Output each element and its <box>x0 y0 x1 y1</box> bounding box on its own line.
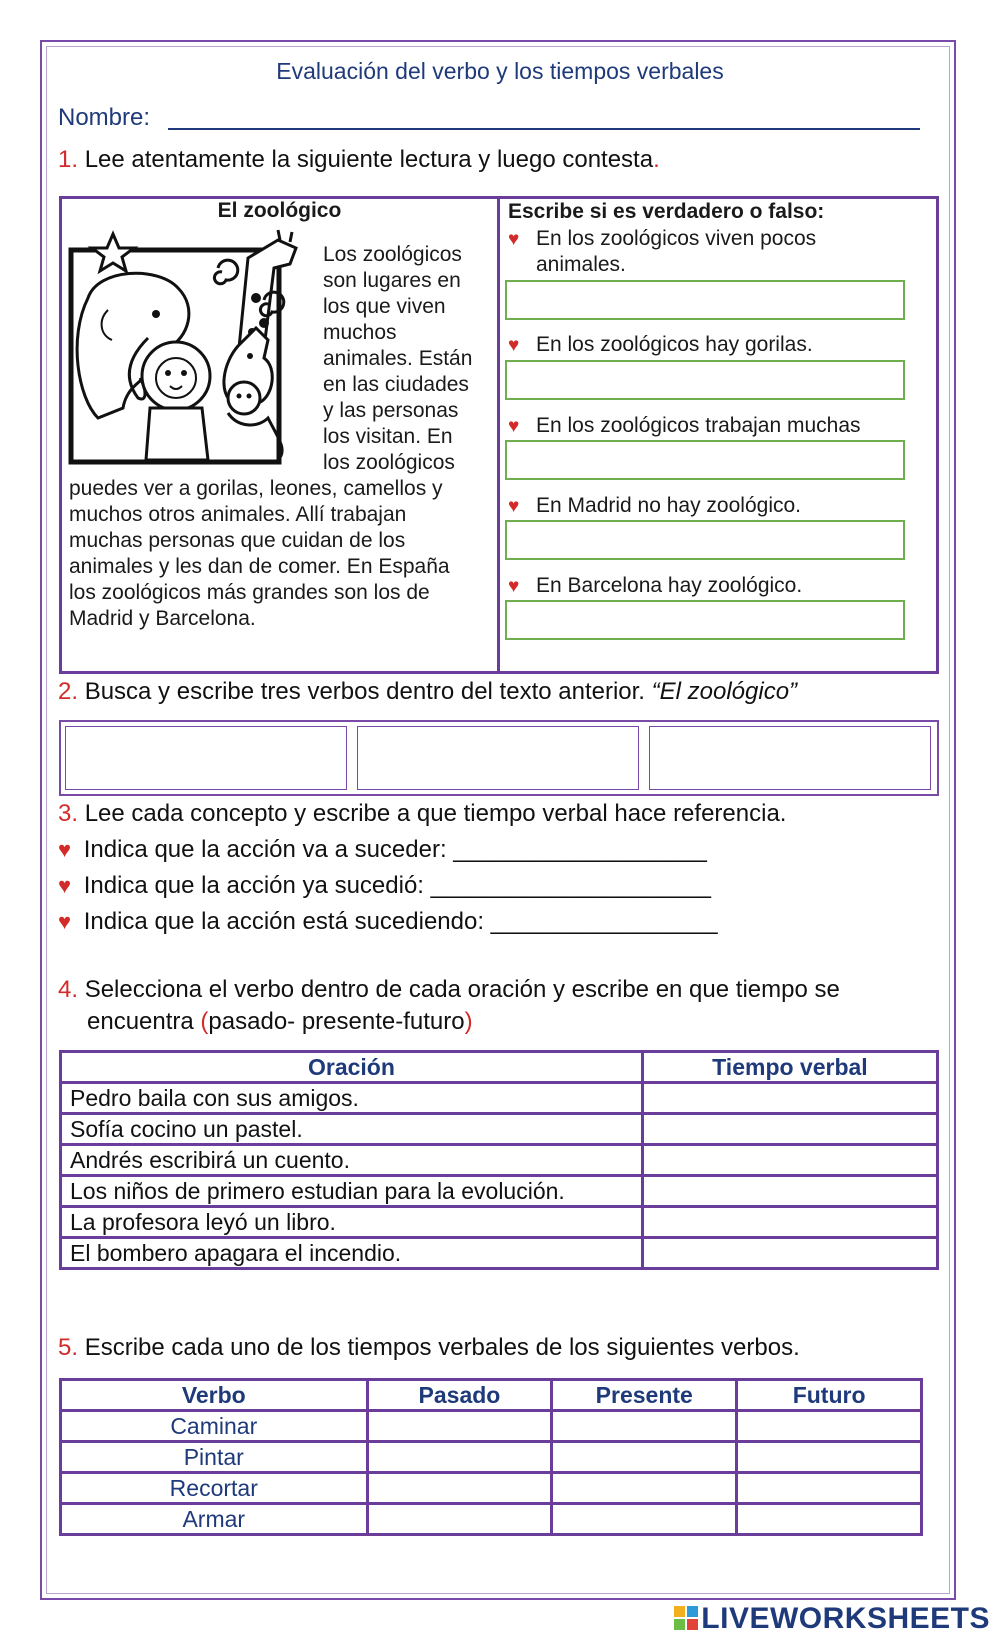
heart-bullet-icon: ♥ <box>508 416 520 437</box>
heart-bullet-icon: ♥ <box>508 576 520 597</box>
tense-answer-cell[interactable] <box>642 1083 937 1114</box>
true-false-title: Escribe si es verdadero o falso: <box>508 200 825 223</box>
tf-answer-input[interactable] <box>505 520 905 560</box>
sentence-cell: Andrés escribirá un cuento. <box>61 1145 643 1176</box>
verbs-table <box>59 1378 923 1536</box>
sentence-cell: Los niños de primero estudian para la evolución. <box>61 1176 643 1207</box>
future-answer-cell[interactable] <box>737 1473 922 1504</box>
question-1: 1. Lee atentamente la siguiente lectura y luego contesta. <box>58 146 660 173</box>
heart-bullet-icon: ♥ <box>58 837 72 862</box>
heart-bullet-icon: ♥ <box>508 335 520 356</box>
question-text: Escribe cada uno de los tiempos verbales de los siguientes verbos. <box>84 1334 800 1361</box>
verb-cell: Armar <box>61 1504 368 1535</box>
sentence-cell: El bombero apagara el incendio. <box>61 1238 643 1269</box>
liveworksheets-cube-icon <box>673 1605 699 1631</box>
table-row <box>61 1442 922 1473</box>
brand-name: LIVEWORKSHEETS <box>701 1602 990 1635</box>
heart-bullet-icon: ♥ <box>508 229 520 250</box>
future-answer-cell[interactable] <box>737 1442 922 1473</box>
verb-cell: Caminar <box>61 1411 368 1442</box>
tf-answer-input[interactable] <box>505 360 905 400</box>
present-answer-cell[interactable] <box>552 1411 737 1442</box>
past-answer-cell[interactable] <box>367 1411 552 1442</box>
worksheet-title: Evaluación del verbo y los tiempos verbales <box>276 58 724 84</box>
present-answer-cell[interactable] <box>552 1473 737 1504</box>
verb-answer-input-2[interactable] <box>357 726 639 790</box>
question-number: 3. <box>58 800 79 827</box>
future-answer-cell[interactable] <box>737 1411 922 1442</box>
question-number: 2. <box>58 678 79 705</box>
question-text: Busca y escribe tres verbos dentro del texto anterior. <box>84 678 645 705</box>
tf-answer-input[interactable] <box>505 280 905 320</box>
table-row <box>61 1473 922 1504</box>
liveworksheets-logo <box>673 1602 990 1636</box>
question-5 <box>58 1334 800 1362</box>
column-header: Presente <box>552 1380 737 1411</box>
concept-item: ♥ Indica que la acción está sucediendo: _________________ <box>58 908 718 935</box>
sentences-table <box>59 1050 939 1270</box>
heart-bullet-icon: ♥ <box>508 496 520 517</box>
column-header: Oración <box>61 1052 643 1083</box>
reading-text-wide: puedes ver a gorilas, leones, camellos y muchos otros animales. Allí trabajan muchas personas que cuidan de los animales y les dan de comer. En España los zoológicos más grandes son los de Madrid y Barcelona. <box>69 477 450 630</box>
name-label: Nombre: <box>58 104 151 131</box>
tf-answer-input[interactable] <box>505 440 905 480</box>
column-header: Pasado <box>367 1380 552 1411</box>
question-4-line2: encuentra (pasado- presente-futuro) <box>87 1008 473 1035</box>
present-answer-cell[interactable] <box>552 1442 737 1473</box>
verb-answer-input-1[interactable] <box>65 726 347 790</box>
concept-item: ♥ Indica que la acción ya sucedió: _____________________ <box>58 872 711 899</box>
question-2 <box>58 678 797 706</box>
past-answer-cell[interactable] <box>367 1442 552 1473</box>
question-text: Lee atentamente la siguiente lectura y luego contesta <box>84 146 654 173</box>
question-text: Lee cada concepto y escribe a que tiempo verbal hace referencia. <box>84 800 787 827</box>
table-row <box>61 1083 938 1114</box>
table-row <box>61 1207 938 1238</box>
tense-answer-cell[interactable] <box>642 1238 937 1269</box>
question-text: Selecciona el verbo dentro de cada oración y escribe en que tiempo se <box>84 976 840 1003</box>
question-3 <box>58 800 786 828</box>
tense-answer-cell[interactable] <box>642 1114 937 1145</box>
question-quote: “El zoológico” <box>651 678 798 705</box>
heart-bullet-icon: ♥ <box>58 909 72 934</box>
table-header-row <box>61 1380 922 1411</box>
tf-item: ♥ En Barcelona hay zoológico. <box>508 574 803 597</box>
table-row <box>61 1176 938 1207</box>
verb-answer-input-3[interactable] <box>649 726 931 790</box>
column-header: Futuro <box>737 1380 922 1411</box>
sentence-cell: Pedro baila con sus amigos. <box>61 1083 643 1114</box>
question-number: 5. <box>58 1334 79 1361</box>
name-input-line[interactable] <box>168 128 920 130</box>
heart-bullet-icon: ♥ <box>58 873 72 898</box>
table-header-row <box>61 1052 938 1083</box>
tf-item: ♥ En los zoológicos viven pocos animales. <box>508 227 817 276</box>
table-row <box>61 1145 938 1176</box>
past-answer-cell[interactable] <box>367 1473 552 1504</box>
table-row <box>61 1411 922 1442</box>
table-row <box>61 1238 938 1269</box>
zoo-animals-illustration <box>68 228 313 468</box>
tf-answer-input[interactable] <box>505 600 905 640</box>
table-row <box>61 1114 938 1145</box>
tense-answer-cell[interactable] <box>642 1207 937 1238</box>
column-header: Verbo <box>61 1380 368 1411</box>
reading-text-narrow: Los zoológicos son lugares en los que viven muchos animales. Están en las ciudades y las personas los visitan. En los zoológicos <box>323 243 473 474</box>
concept-item: ♥ Indica que la acción va a suceder: ___________________ <box>58 836 707 863</box>
reading-title: El zoológico <box>217 199 342 222</box>
tense-answer-cell[interactable] <box>642 1176 937 1207</box>
sentence-cell: Sofía cocino un pastel. <box>61 1114 643 1145</box>
future-answer-cell[interactable] <box>737 1504 922 1535</box>
past-answer-cell[interactable] <box>367 1504 552 1535</box>
column-header: Tiempo verbal <box>642 1052 937 1083</box>
tense-answer-cell[interactable] <box>642 1145 937 1176</box>
verb-cell: Pintar <box>61 1442 368 1473</box>
question-number: 4. <box>58 976 79 1003</box>
question-4 <box>58 976 840 1004</box>
verb-cell: Recortar <box>61 1473 368 1504</box>
tf-item: ♥ En los zoológicos hay gorilas. <box>508 333 813 356</box>
tf-item: ♥ En los zoológicos trabajan muchas <box>508 414 861 437</box>
reading-divider <box>497 196 500 674</box>
sentence-cell: La profesora leyó un libro. <box>61 1207 643 1238</box>
table-row <box>61 1504 922 1535</box>
present-answer-cell[interactable] <box>552 1504 737 1535</box>
question-number: 1. <box>58 146 79 173</box>
tf-item: ♥ En Madrid no hay zoológico. <box>508 494 801 517</box>
